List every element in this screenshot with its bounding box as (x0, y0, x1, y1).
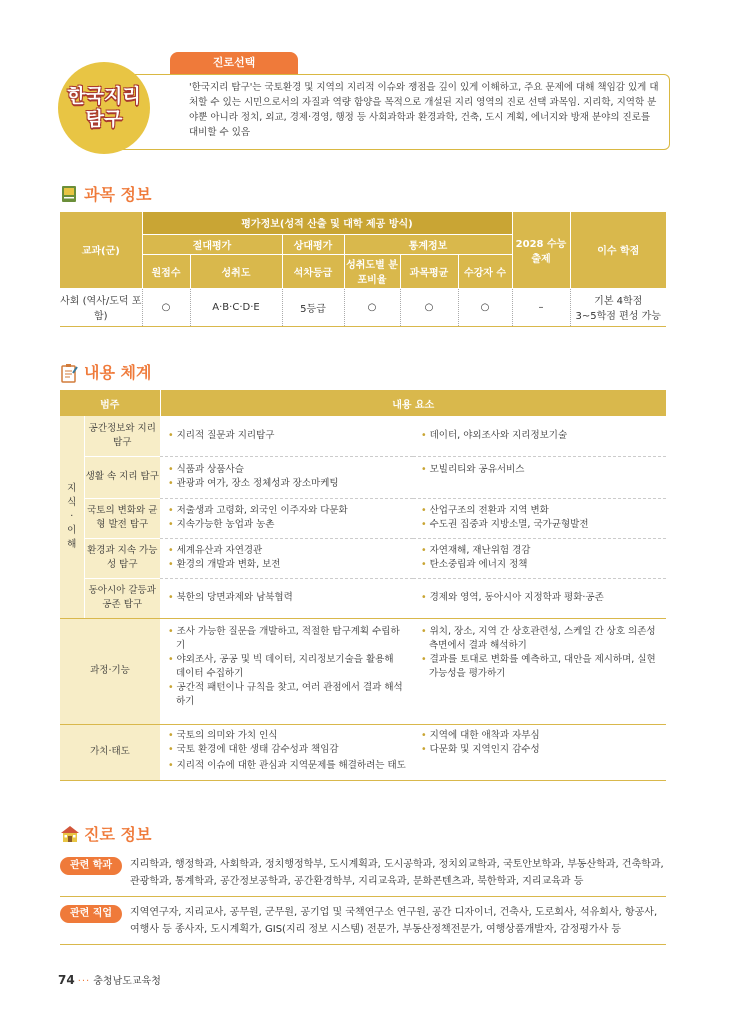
list-item: • 다문화 및 지역인지 감수성 (421, 743, 658, 757)
knowledge-sub-4: 환경과 지속 가능성 탐구 (84, 538, 160, 578)
knowledge-char: 이 (67, 524, 77, 536)
cell-distribution: ○ (344, 288, 400, 326)
cell-subject-avg: ○ (400, 288, 458, 326)
list-item: • 관광과 여가, 장소 정체성과 장소마케팅 (168, 477, 405, 491)
knowledge-sub-2: 생활 속 지리 탐구 (84, 456, 160, 498)
credits-line1: 기본 4학점 (594, 296, 643, 307)
footer-org: 충청남도교육청 (93, 976, 161, 987)
footer-dots: ··· (77, 976, 91, 987)
header-statistics: 통계정보 (344, 234, 512, 254)
list-item: • 결과를 토대로 변화를 예측하고, 대안을 제시하며, 실현 가능성을 평가하기 (421, 653, 658, 681)
list-item: • 환경의 개발과 변화, 보전 (168, 558, 405, 572)
subject-info-title: 과목 정보 (84, 185, 152, 204)
list-item: • 북한의 당면과제와 남북협력 (168, 591, 405, 605)
list-item: • 조사 가능한 질문을 개발하고, 적절한 탐구계획 수립하기 (168, 625, 405, 653)
values-category: 가치·태도 (60, 724, 160, 781)
list-item: • 산업구조의 전환과 지역 변화 (421, 504, 658, 518)
subject-description: '한국지리 탐구'는 국토환경 및 지역의 지리적 이슈와 쟁점을 깊이 있게 이해하고, 주요 문제에 대해 책임감 있게 대처할 수 있는 시민으로서의 자질과 역량 함양을 목적으로 개설된 지리 영역의 진로 선택 과목임. 지리학, 지역학 분야뿐 아니라 정치, 외교, 경제·경영, 행정 등 사회과학과 환경과학, 건축, 도시 계획, 에너지와 방재 분야의 진로를 대비할 수 있음 (189, 82, 659, 138)
header-rank-grade: 석차등급 (282, 254, 344, 288)
list-item: • 데이터, 야외조사와 지리정보기술 (421, 429, 658, 443)
knowledge-char: 식 (67, 496, 77, 508)
school-icon (60, 825, 78, 843)
content-system-title: 내용 체계 (84, 363, 152, 382)
cell-rank-grade: 5등급 (282, 288, 344, 326)
header-elements: 내용 요소 (160, 390, 666, 416)
subject-info-section-title (60, 182, 151, 205)
page-footer (58, 972, 161, 987)
header-credits: 이수 학점 (570, 212, 666, 288)
header-relative: 상대평가 (282, 234, 344, 254)
content-system-table (60, 390, 666, 781)
subject-title (67, 85, 140, 131)
header-achievement: 성취도 (190, 254, 282, 288)
knowledge-char: · (70, 510, 74, 522)
process-category: 과정·기능 (60, 618, 160, 724)
list-item: • 식품과 상품사슬 (168, 463, 405, 477)
subject-description-box (108, 74, 670, 150)
list-item: • 수도권 집중과 지방소멸, 국가균형발전 (421, 518, 658, 532)
header-raw-score: 원점수 (142, 254, 190, 288)
knowledge-char: 지 (67, 482, 77, 494)
header-category: 범주 (60, 390, 160, 416)
clipboard-icon (60, 363, 78, 381)
list-item: • 야외조사, 공공 및 빅 데이터, 지리정보기술을 활용해 데이터 수집하기 (168, 653, 405, 681)
knowledge-char: 해 (67, 538, 77, 550)
list-item: • 위치, 장소, 지역 간 상호관련성, 스케일 간 상호 의존성 측면에서 결과 해석하기 (421, 625, 658, 653)
list-item: • 지역에 대한 애착과 자부심 (421, 729, 658, 743)
subject-title-line1: 한국지리 (67, 85, 141, 107)
list-item: • 지속가능한 농업과 농촌 (168, 518, 405, 532)
cell-subject-group: 사회 (역사/도덕 포함) (60, 288, 142, 326)
header-exam-2028: 2028 수능 출제 (512, 212, 570, 288)
list-item: • 지리적 질문과 지리탐구 (168, 429, 405, 443)
related-majors (60, 856, 666, 897)
related-majors-text: 지리학과, 행정학과, 사회학과, 정치행정학부, 도시계획과, 도시공학과, 정치외교학과, 국토안보학과, 부동산학과, 건축학과, 관광학과, 통계학과, 공간정보공학과, 공간환경학부, 지리교육과, 문화콘텐츠과, 북한학과, 지리교육과 등 (130, 859, 664, 887)
list-item: • 국토의 의미와 가치 인식 (168, 729, 405, 743)
knowledge-category (60, 416, 84, 618)
related-jobs (60, 904, 666, 945)
list-item: • 지리적 이슈에 대한 관심과 지역문제를 해결하려는 태도 (168, 759, 658, 773)
list-item: • 공간적 패턴이나 규칙을 찾고, 여러 관점에서 결과 해석하기 (168, 681, 405, 709)
related-majors-label: 관련 학과 (60, 857, 122, 875)
header-num-students: 수강자 수 (458, 254, 512, 288)
list-item: • 탄소중립과 에너지 정책 (421, 558, 658, 572)
cell-exam-2028: – (512, 288, 570, 326)
credits-line2: 3~5학점 편성 가능 (575, 311, 661, 322)
list-item: • 저출생과 고령화, 외국인 이주자와 다문화 (168, 504, 405, 518)
header-subject-avg: 과목평균 (400, 254, 458, 288)
knowledge-sub-3: 국토의 변화와 균형 발전 탐구 (84, 498, 160, 538)
cell-raw-score: ○ (142, 288, 190, 326)
page-number: 74 (58, 973, 75, 987)
header-absolute: 절대평가 (142, 234, 282, 254)
related-jobs-text: 지역연구자, 지리교사, 공무원, 군무원, 공기업 및 국책연구소 연구원, 공간 디자이너, 건축사, 도로회사, 석유회사, 항공사, 여행사 등 종사자, 도시계획가, GIS(지리 정보 시스템) 전문가, 부동산정책전문가, 여행상품개발자, 감정평가사 등 (130, 907, 658, 935)
book-icon (60, 185, 78, 203)
header-distribution: 성취도별 분포비율 (344, 254, 400, 288)
knowledge-sub-5: 동아시아 갈등과 공존 탐구 (84, 578, 160, 618)
list-item: • 국토 환경에 대한 생태 감수성과 책임감 (168, 743, 405, 757)
cell-num-students: ○ (458, 288, 512, 326)
list-item: • 모빌리티와 공유서비스 (421, 463, 658, 477)
cell-achievement: A·B·C·D·E (190, 288, 282, 326)
header-evaluation: 평가정보(성적 산출 및 대학 제공 방식) (142, 212, 512, 234)
subject-title-line2: 탐구 (85, 108, 123, 130)
list-item: • 세계유산과 자연경관 (168, 544, 405, 558)
subject-info-table (60, 212, 666, 327)
cell-credits (570, 288, 666, 326)
knowledge-sub-1: 공간정보와 지리탐구 (84, 416, 160, 456)
career-elective-badge: 진로선택 (170, 52, 298, 74)
subject-title-circle (58, 62, 150, 154)
career-section-title (60, 822, 151, 845)
header-subject-group: 교과(군) (60, 212, 142, 288)
list-item: • 경제와 영역, 동아시아 지정학과 평화·공존 (421, 591, 658, 605)
list-item: • 자연재해, 재난위험 경감 (421, 544, 658, 558)
subject-header (58, 52, 670, 152)
content-system-section-title (60, 360, 151, 383)
related-jobs-label: 관련 직업 (60, 905, 122, 923)
career-title: 진로 정보 (84, 825, 152, 844)
